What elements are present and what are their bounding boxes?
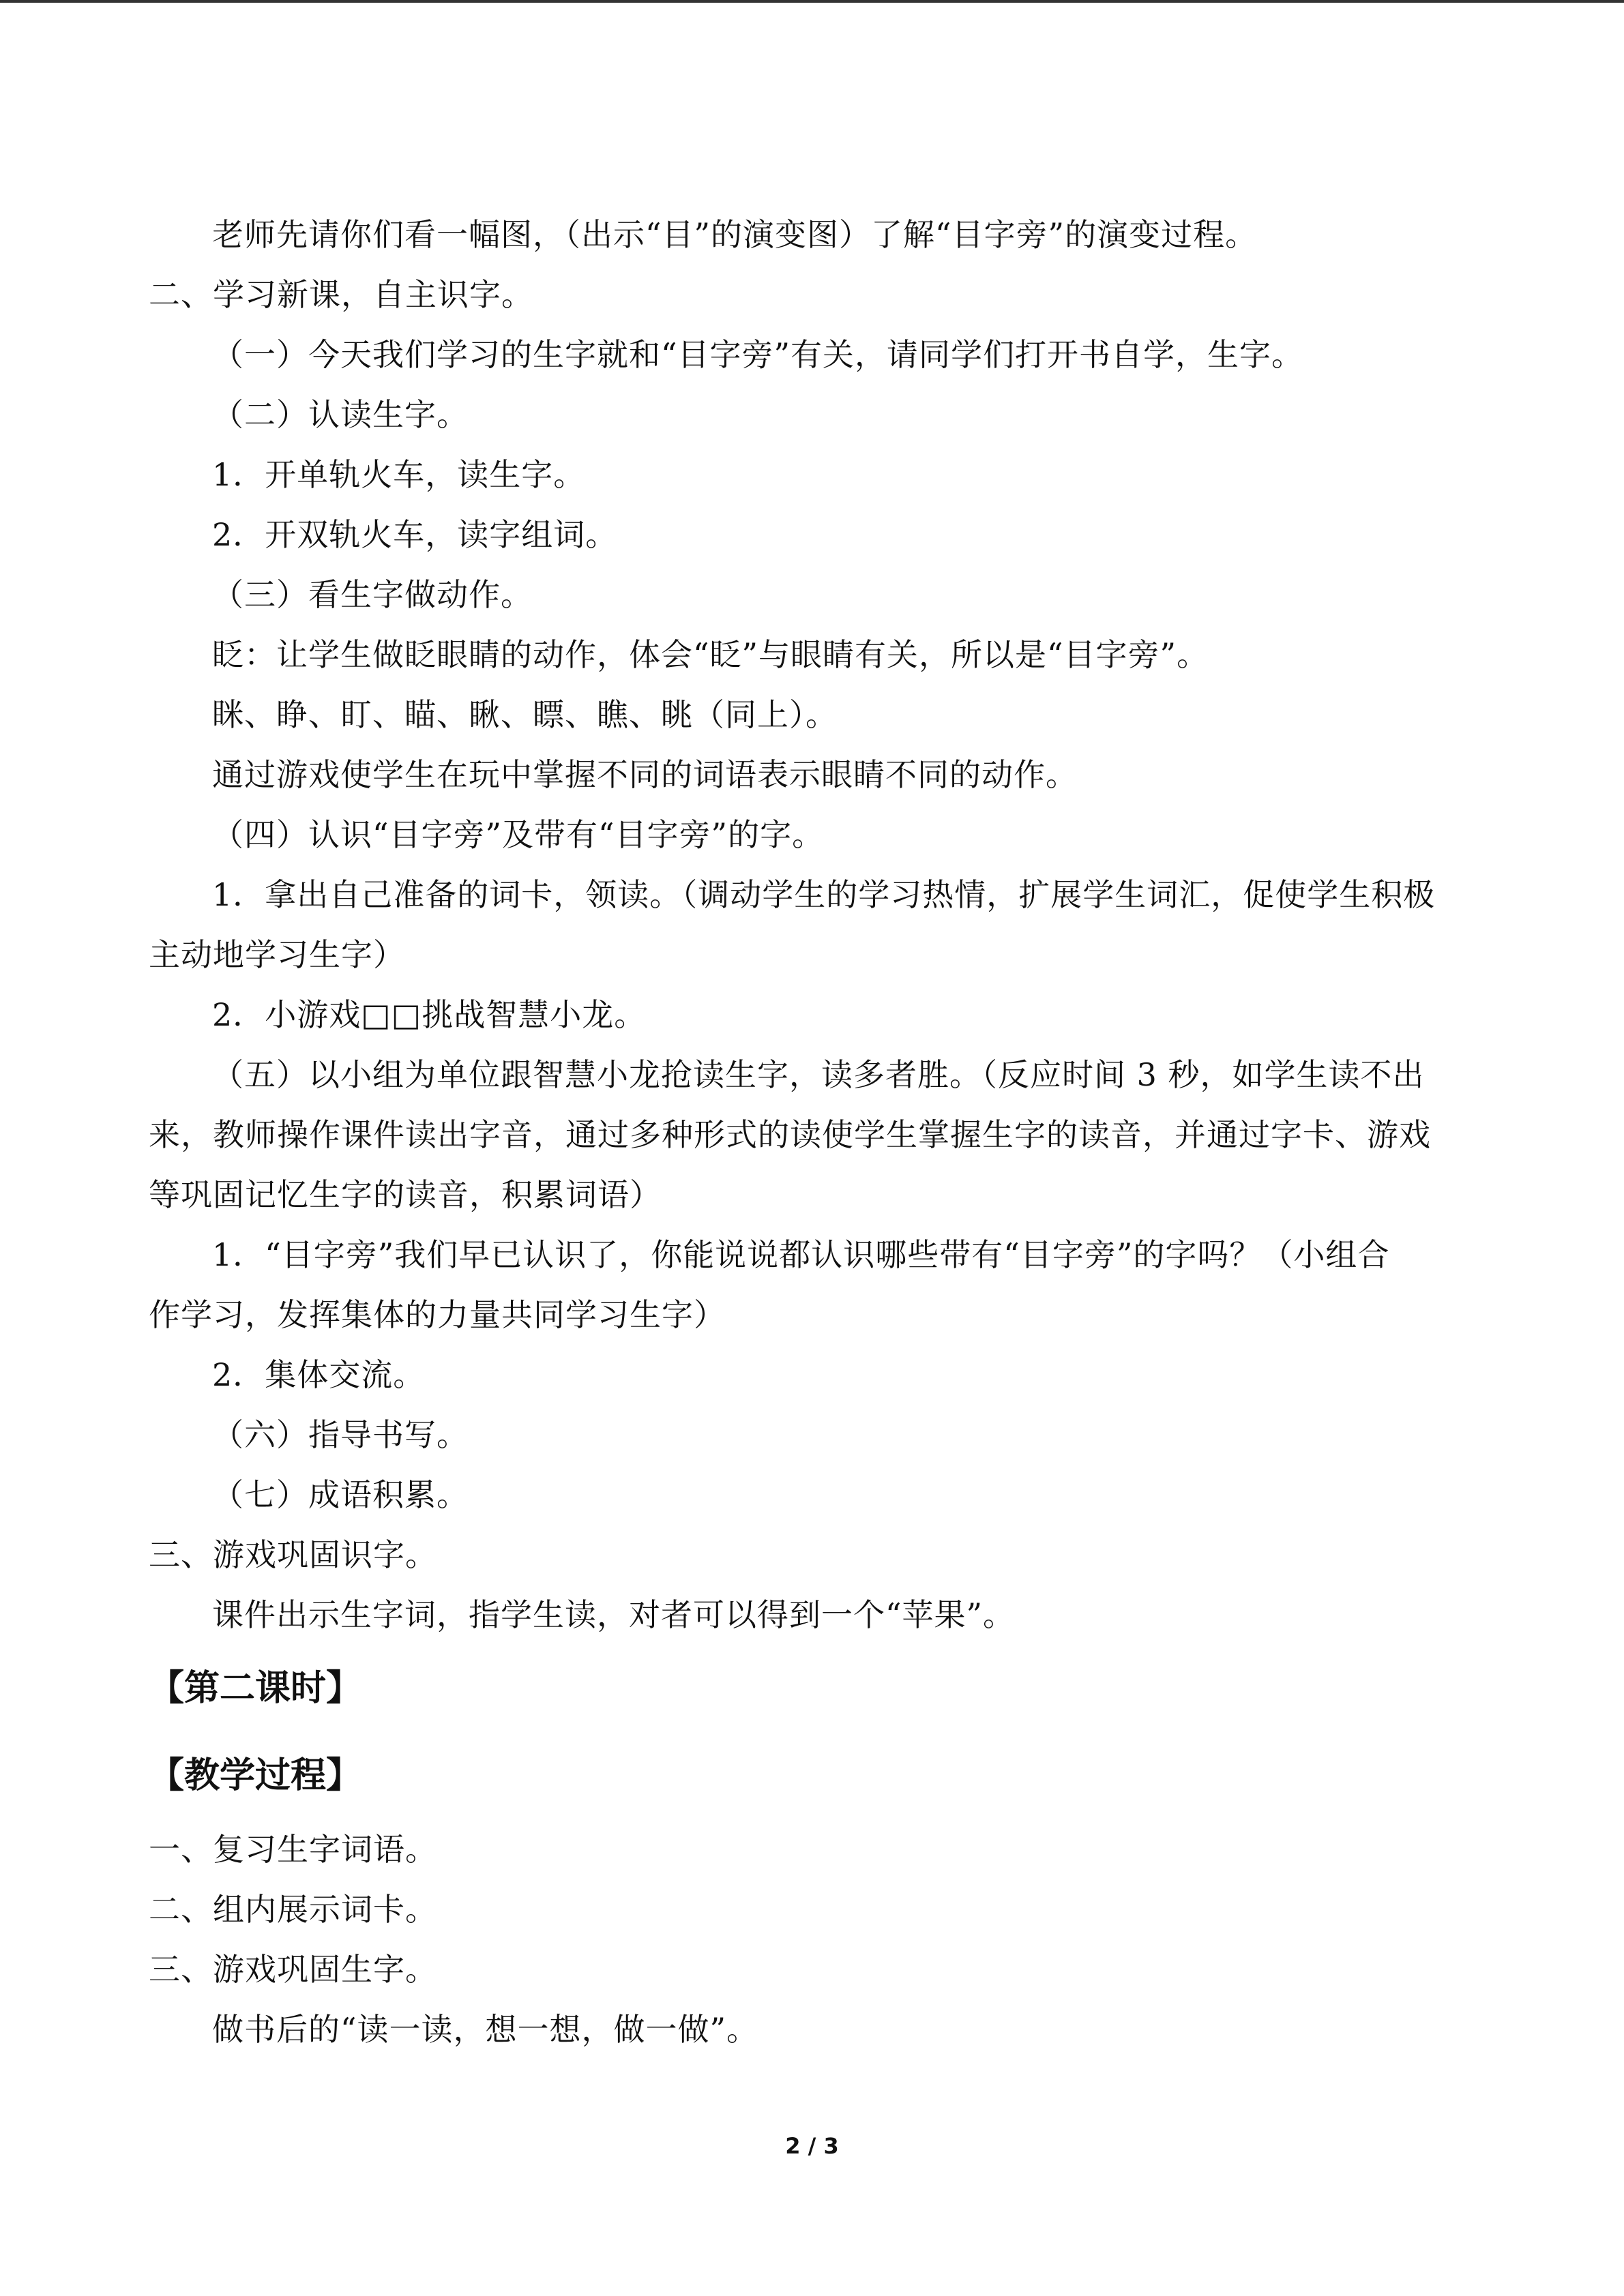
paragraph-line: 主动地学习生字）	[149, 936, 405, 973]
paragraph-line: （四）认识“目字旁”及带有“目字旁”的字。	[212, 816, 825, 853]
paragraph-line: 2．小游戏□□挑战智慧小龙。	[212, 996, 647, 1033]
paragraph-line: （三）看生字做动作。	[212, 576, 533, 613]
paragraph-line: 2．开双轨火车，读字组词。	[212, 516, 618, 553]
paragraph-line: 眨：让学生做眨眼睛的动作，体会“眨”与眼睛有关，所以是“目字旁”。	[212, 636, 1209, 673]
process-heading: 【教学过程】	[149, 1755, 362, 1796]
lesson-heading: 【第二课时】	[149, 1668, 362, 1709]
paragraph-line: （一）今天我们学习的生字就和“目字旁”有关，请同学们打开书自学，生字。	[212, 336, 1304, 373]
paragraph-line: 老师先请你们看一幅图，（出示“目”的演变图）了解“目字旁”的演变过程。	[212, 216, 1258, 253]
paragraph-line: 2．集体交流。	[212, 1356, 426, 1393]
paragraph-line: （五）以小组为单位跟智慧小龙抢读生字，读多者胜。（反应时间 3 秒，如学生读不出	[212, 1056, 1425, 1093]
section-heading-line: 三、游戏巩固识字。	[149, 1536, 437, 1573]
paragraph-line: 眯、睁、盯、瞄、瞅、瞟、瞧、眺（同上）。	[212, 696, 838, 733]
page-top-border	[0, 0, 1624, 3]
section-heading-line: 一、复习生字词语。	[149, 1831, 437, 1868]
paragraph-line: 做书后的“读一读，想一想，做一做”。	[212, 2011, 759, 2048]
paragraph-line: 等巩固记忆生字的读音，积累词语）	[149, 1176, 662, 1213]
section-heading-line: 二、组内展示词卡。	[149, 1891, 437, 1928]
paragraph-line: （六）指导书写。	[212, 1416, 469, 1453]
paragraph-line: （二）认读生字。	[212, 396, 469, 433]
paragraph-line: 来，教师操作课件读出字音，通过多种形式的读使学生掌握生字的读音，并通过字卡、游戏	[149, 1116, 1431, 1153]
paragraph-line: （七）成语积累。	[212, 1476, 469, 1513]
paragraph-line: 1．开单轨火车，读生字。	[212, 456, 586, 493]
paragraph-line: 通过游戏使学生在玩中掌握不同的词语表示眼睛不同的动作。	[212, 756, 1078, 793]
section-heading-line: 三、游戏巩固生字。	[149, 1951, 437, 1988]
section-heading-line: 二、学习新课，自主识字。	[149, 276, 533, 313]
paragraph-line: 1．“目字旁”我们早已认识了，你能说说都认识哪些带有“目字旁”的字吗？（小组合	[212, 1236, 1390, 1273]
paragraph-line: 作学习，发挥集体的力量共同学习生字）	[149, 1296, 726, 1333]
document-page	[149, 205, 1475, 2059]
page-number: 2 / 3	[785, 2133, 839, 2159]
paragraph-line: 1．拿出自己准备的词卡，领读。（调动学生的学习热情，扩展学生词汇，促使学生积极	[212, 876, 1436, 913]
paragraph-line: 课件出示生字词，指学生读，对者可以得到一个“苹果”。	[212, 1596, 1016, 1633]
